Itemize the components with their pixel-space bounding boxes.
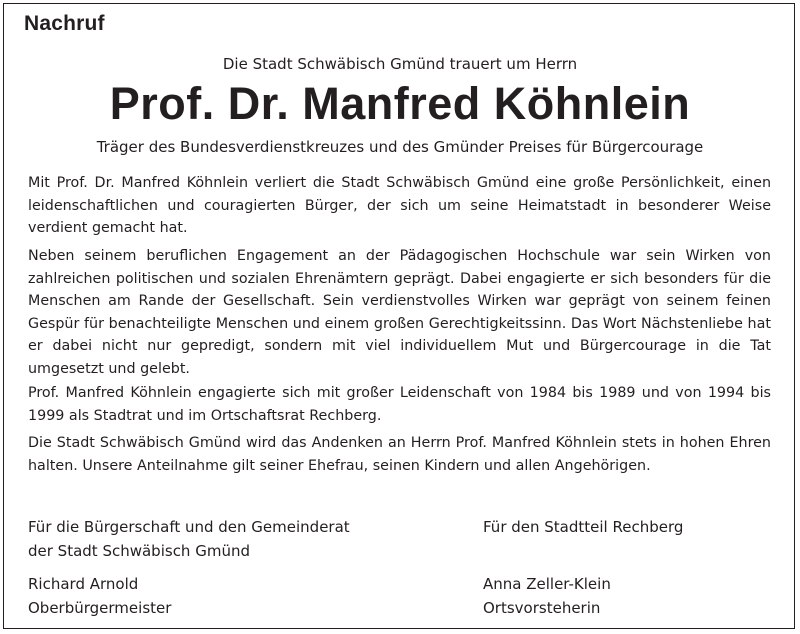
paragraph-2: Neben seinem beruflichen Engagement an der Pädagogischen Hochschule war sein Wirken von zahlreichen politischen und sozialen Ehrenämtern geprägt. Dabei engagierte er sich besonders für die Menschen am Rande der Gesellschaft. Sein verdienstvolles Wirken war geprägt von seinem feinen Gespür für benachteiligte Menschen und einem großen Gerechtigkeitssinn. Das Wort Nächstenliebe hat er dabei nicht nur gepredigt, sondern mit viel individuellem Mut und Bürgercourage in die Tat umgesetzt und gelebt. xyxy=(28,248,771,377)
left-signatory-title: Oberbürgermeister xyxy=(28,599,172,617)
right-org-line-1: Für den Stadtteil Rechberg xyxy=(483,518,684,536)
left-org-line-1: Für die Bürgerschaft und den Gemeinderat xyxy=(28,518,350,536)
paragraph-4: Die Stadt Schwäbisch Gmünd wird das Andenken an Herrn Prof. Manfred Köhnlein stets in hohen Ehren halten. Unsere Anteilnahme gilt seiner Ehefrau, seinen Kindern und allen Angehörigen. xyxy=(28,435,771,474)
intro-line: Die Stadt Schwäbisch Gmünd trauert um Herrn xyxy=(222,55,578,73)
right-signature-organization xyxy=(483,515,683,539)
paragraph-1: Mit Prof. Dr. Manfred Köhnlein verliert die Stadt Schwäbisch Gmünd eine große Persönlichkeit, einen leidenschaftlichen und couragierten Bürger, der sich um seine Heimatstadt in besonderer Weise verdient gemacht hat. xyxy=(28,175,771,237)
left-signatory-name: Richard Arnold xyxy=(28,575,139,593)
left-org-line-2: der Stadt Schwäbisch Gmünd xyxy=(28,542,250,560)
left-signature-organization xyxy=(28,515,350,563)
right-signatory xyxy=(483,572,611,620)
honors-line: Träger des Bundesverdienstkreuzes und des Gmünder Preises für Bürgercourage xyxy=(96,138,704,156)
left-signatory xyxy=(28,572,171,620)
right-signatory-title: Ortsvorsteherin xyxy=(483,599,601,617)
deceased-name: Prof. Dr. Manfred Köhnlein xyxy=(109,78,691,129)
paragraph-3: Prof. Manfred Köhnlein engagierte sich mit großer Leidenschaft von 1984 bis 1989 und von 1994 bis 1999 als Stadtrat und im Ortschaftsrat Rechberg. xyxy=(28,385,771,424)
notice-heading: Nachruf xyxy=(24,12,105,35)
right-signatory-name: Anna Zeller-Klein xyxy=(483,575,611,593)
